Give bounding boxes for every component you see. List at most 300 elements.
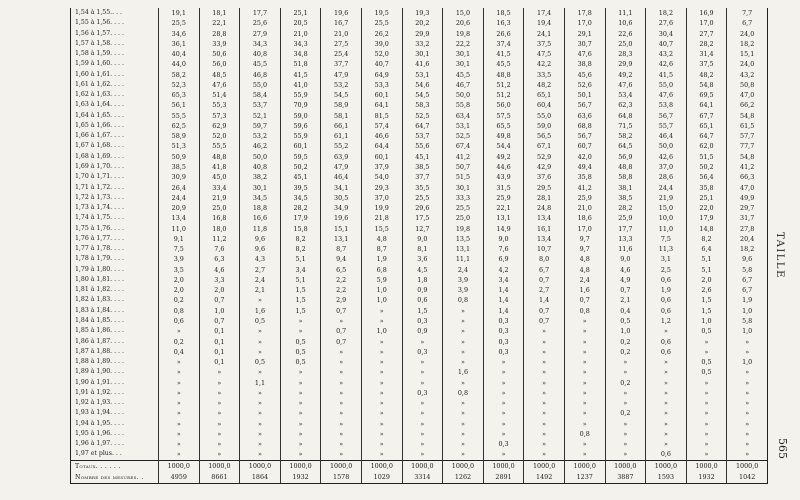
table-cell: 51,5 [443,172,484,182]
table-cell: » [280,326,321,336]
table-cell: 22,1 [199,18,240,28]
table-cell: 20,4 [727,234,768,244]
table-cell: 42,9 [524,162,565,172]
table-cell: 29,5 [524,183,565,193]
table-cell: 1000,0 [240,460,281,472]
table-cell: » [646,408,687,418]
table-cell: 25,5 [361,18,402,28]
table-cell: 43,2 [646,49,687,59]
table-cell: 5,8 [727,265,768,275]
table-cell: 17,5 [402,213,443,223]
table-cell: 27,6 [646,18,687,28]
table-cell: 2,0 [159,285,200,295]
table-cell: 25,6 [240,18,281,28]
table-cell: 18,2 [727,39,768,49]
table-cell: 17,0 [686,18,727,28]
table-row [71,367,768,377]
table-cell: » [524,439,565,449]
table-cell: 64,7 [402,121,443,131]
table-cell: 4,2 [483,265,524,275]
table-cell: » [686,439,727,449]
table-cell: 0,5 [240,316,281,326]
table-cell: 37,0 [646,162,687,172]
table-cell: 63,4 [443,111,484,121]
table-cell: 24,0 [727,59,768,69]
table-row [71,265,768,275]
table-cell: 45,0 [199,172,240,182]
table-cell: 5,1 [280,254,321,264]
table-cell: 55,0 [524,111,565,121]
table-cell: 19,3 [402,8,443,18]
table-cell: 49,2 [483,152,524,162]
table-cell: 6,7 [727,285,768,295]
table-cell: 10,7 [524,244,565,254]
table-cell: 14,9 [483,224,524,234]
table-cell: 47,9 [321,70,362,80]
table-cell: 60,1 [361,90,402,100]
table-row [71,388,768,398]
table-cell: 8,2 [686,234,727,244]
table-cell: 18,0 [199,224,240,234]
table-cell: 1000,0 [159,460,200,472]
table-cell: 1932 [686,472,727,484]
table-row [71,295,768,305]
table-cell: 0,5 [280,357,321,367]
table-cell: » [524,326,565,336]
table-cell: 13,1 [483,213,524,223]
table-cell: 64,1 [361,100,402,110]
table-cell: 41,5 [483,49,524,59]
table-cell: 62,9 [199,121,240,131]
table-cell: 29,9 [605,59,646,69]
table-cell: » [361,306,402,316]
table-cell: 1,0 [605,326,646,336]
table-cell: 47,0 [727,90,768,100]
table-cell: 0,7 [524,306,565,316]
table-cell: 50,8 [727,80,768,90]
table-cell: 55,7 [646,121,687,131]
table-cell: 55,5 [159,111,200,121]
table-cell: 63,9 [321,152,362,162]
table-cell: 1000,0 [402,460,443,472]
table-cell: 17,7 [605,224,646,234]
row-label: 1,75 à 1,76. . . . [75,224,124,232]
table-row [71,285,768,295]
table-cell: 11,3 [646,244,687,254]
table-cell: 16,3 [483,18,524,28]
table-cell: 1,0 [727,326,768,336]
table-cell: 55,0 [240,80,281,90]
table-cell: 2,2 [321,275,362,285]
table-cell: 3887 [605,472,646,484]
table-cell: 4,6 [605,265,646,275]
table-cell: 1000,0 [686,460,727,472]
table-cell: 1,9 [727,295,768,305]
table-cell: 56,7 [564,131,605,141]
table-cell: » [361,316,402,326]
table-cell: 45,1 [402,152,443,162]
table-cell: 1,6 [443,367,484,377]
table-cell: » [240,388,281,398]
table-cell: » [564,439,605,449]
table-cell: » [402,449,443,460]
table-cell: 53,3 [361,80,402,90]
table-cell: » [646,367,687,377]
table-cell: 3314 [402,472,443,484]
table-cell: 37,7 [321,59,362,69]
table-cell: 16,1 [524,224,565,234]
table-cell: 64,8 [605,111,646,121]
table-cell: » [159,449,200,460]
table-cell: 54,0 [361,172,402,182]
table-cell: » [727,347,768,357]
table-cell: 40,7 [646,39,687,49]
table-cell: 1000,0 [605,460,646,472]
table-cell: 0,7 [524,316,565,326]
table-cell: » [564,388,605,398]
table-cell: 9,0 [605,254,646,264]
table-cell: » [686,429,727,439]
table-cell: 1,1 [240,378,281,388]
table-cell: 60,1 [361,152,402,162]
table-cell: » [361,449,402,460]
table-cell: 19,9 [361,203,402,213]
table-cell: 16,8 [199,213,240,223]
table-cell: » [443,378,484,388]
row-label: 1,82 à 1,83. . . . [75,296,124,304]
table-cell: 3,6 [402,254,443,264]
table-cell: 42,0 [564,152,605,162]
table-cell: 41,5 [280,70,321,80]
table-cell: 29,6 [402,203,443,213]
row-label: 1,84 à 1,85. . . . [75,317,124,324]
table-cell: » [524,429,565,439]
table-cell: 50,1 [564,90,605,100]
table-cell: 2,7 [240,265,281,275]
table-cell: 33,9 [199,39,240,49]
table-cell: 66,3 [727,172,768,182]
table-cell: 40,8 [240,162,281,172]
table-cell: 24,0 [727,29,768,39]
table-cell: 56,4 [686,172,727,182]
table-cell: 8661 [199,472,240,484]
table-cell: 43,9 [483,172,524,182]
table-cell: » [605,398,646,408]
table-row [71,29,768,39]
row-label: 1,76 à 1,77. . . . [75,234,124,242]
table-row [71,347,768,357]
table-cell: 53,4 [605,90,646,100]
table-cell: » [727,378,768,388]
table-cell: 7,7 [727,8,768,18]
table-cell: 60,7 [564,141,605,151]
table-cell: 53,8 [646,100,687,110]
table-cell: 64,7 [686,131,727,141]
row-label: 1,86 à 1,87. . . . [75,337,124,345]
row-label: 1,57 à 1,58. . . . [75,39,124,47]
table-cell: 48,8 [199,152,240,162]
table-cell: 10,0 [646,213,687,223]
table-cell: 4,6 [199,265,240,275]
table-cell: 3,5 [159,265,200,275]
table-cell: 13,5 [443,234,484,244]
table-cell: 13,4 [524,234,565,244]
table-cell: 59,7 [240,121,281,131]
table-cell: 25,4 [321,49,362,59]
table-cell: 40,7 [361,59,402,69]
table-cell: » [159,398,200,408]
table-cell: 13,4 [524,213,565,223]
row-label: 1,93 à 1,94. . . . [75,409,124,417]
totals-row [71,460,768,472]
table-cell: 52,3 [159,80,200,90]
table-row [71,326,768,336]
table-cell: » [443,429,484,439]
table-cell: 58,2 [159,70,200,80]
table-row [71,306,768,316]
table-row [71,39,768,49]
table-cell: » [159,429,200,439]
table-cell: 19,1 [159,8,200,18]
table-cell: 0,7 [321,306,362,316]
table-cell: » [402,378,443,388]
table-cell: 52,9 [524,152,565,162]
table-cell: 67,7 [686,111,727,121]
table-cell: 48,2 [686,70,727,80]
table-cell: 25,5 [443,203,484,213]
table-cell: 54,5 [321,90,362,100]
table-cell: » [361,429,402,439]
table-cell: 11,2 [199,234,240,244]
table-cell: 0,6 [646,449,687,460]
table-cell: 0,5 [280,337,321,347]
table-cell: 56,7 [646,111,687,121]
table-cell: 5,8 [727,316,768,326]
table-cell: » [361,419,402,429]
table-cell: 0,6 [646,337,687,347]
table-cell: 0,7 [321,326,362,336]
table-cell: 55,9 [280,131,321,141]
table-cell: 27,8 [727,224,768,234]
table-cell: » [159,367,200,377]
table-cell: 2,0 [686,275,727,285]
row-label: 1,95 à 1,96. . . . [75,429,124,437]
table-cell: 63,6 [564,111,605,121]
table-cell: 9,6 [240,244,281,254]
table-cell: » [564,419,605,429]
row-label: 1,83 à 1,84. . . . [75,306,124,314]
table-cell: » [686,408,727,418]
table-cell: » [483,398,524,408]
table-cell: 4,8 [361,234,402,244]
table-cell: 0,9 [402,326,443,336]
table-cell: 31,5 [483,183,524,193]
table-cell: 25,1 [686,193,727,203]
table-cell: 1000,0 [646,460,687,472]
table-cell: 55,3 [199,100,240,110]
table-cell: 34,3 [280,39,321,49]
table-cell: 1,4 [483,306,524,316]
table-cell: » [727,408,768,418]
table-cell: » [564,408,605,418]
table-cell: 62,0 [686,141,727,151]
table-cell: 8,1 [402,244,443,254]
table-cell: 64,9 [361,70,402,80]
table-cell: » [483,378,524,388]
height-distribution-table [70,8,768,484]
table-cell: 22,6 [605,29,646,39]
table-cell: » [564,378,605,388]
table-cell: 60,4 [524,100,565,110]
table-cell: 53,2 [240,131,281,141]
table-cell: 15,8 [280,224,321,234]
table-row [71,224,768,234]
table-cell: 1,4 [524,295,565,305]
table-cell: 46,8 [240,70,281,80]
table-cell: » [321,357,362,367]
table-cell: 54,4 [483,141,524,151]
table-cell: 1,6 [240,306,281,316]
table-cell: 6,7 [727,18,768,28]
table-cell: 39,0 [361,39,402,49]
table-row [71,131,768,141]
table-cell: 68,8 [564,121,605,131]
table-cell: 34,8 [280,49,321,59]
table-cell: » [240,398,281,408]
table-row [71,59,768,69]
row-label: 1,63 à 1,64. . . . [75,101,124,109]
table-cell: 25,1 [280,8,321,18]
table-cell: » [159,378,200,388]
table-cell: 38,1 [605,183,646,193]
table-cell: » [564,347,605,357]
row-label: 1,97 et plus. . . [75,450,122,458]
row-label: 1,94 à 1,95. . . . [75,419,124,427]
table-cell: 1,0 [361,285,402,295]
table-cell: » [646,378,687,388]
table-cell: 34,6 [159,29,200,39]
table-cell: 1864 [240,472,281,484]
table-cell: 37,6 [524,172,565,182]
table-cell: 4,5 [402,265,443,275]
table-cell: 1000,0 [483,460,524,472]
table-cell: 0,2 [159,337,200,347]
table-cell: » [280,398,321,408]
row-label: 1,73 à 1,74. . . . [75,204,124,212]
row-label: 1,91 à 1,92. . . . [75,388,124,396]
table-row [71,275,768,285]
table-cell: 46,2 [240,141,281,151]
table-cell: 3,9 [159,254,200,264]
table-cell: » [443,326,484,336]
table-cell: 53,1 [443,121,484,131]
table-cell: 56,7 [564,100,605,110]
table-cell: 15,5 [361,224,402,234]
table-cell: 21,0 [321,29,362,39]
table-cell: 19,6 [321,8,362,18]
table-cell: 7,6 [483,244,524,254]
table-cell: 10,6 [605,18,646,28]
table-cell: 24,8 [524,203,565,213]
table-row [71,449,768,460]
table-cell: » [402,337,443,347]
table-cell: » [361,388,402,398]
table-cell: 47,6 [199,80,240,90]
table-cell: 15,0 [443,8,484,18]
table-cell: 1578 [321,472,362,484]
page-number: 565 [776,438,789,459]
table-cell: » [443,306,484,316]
table-cell: 0,5 [686,357,727,367]
table-cell: 44,0 [159,59,200,69]
table-cell: » [159,419,200,429]
table-cell: 51,4 [199,90,240,100]
table-cell: 38,5 [605,193,646,203]
table-cell: 6,3 [199,254,240,264]
table-cell: 6,8 [361,265,402,275]
table-cell: » [605,367,646,377]
row-label: 1,67 à 1,68. . . . [75,142,124,150]
table-cell: » [240,439,281,449]
table-cell: 28,2 [686,39,727,49]
table-cell: 31,7 [727,213,768,223]
row-label: 1,64 à 1,65. . . . [75,111,124,119]
table-cell: 11,8 [240,224,281,234]
table-cell: 41,8 [199,162,240,172]
table-cell: 0,6 [646,306,687,316]
row-label: 1,62 à 1,63. . . . [75,91,124,99]
table-row [71,429,768,439]
table-row [71,408,768,418]
row-label: 1,61 à 1,62. . . . [75,80,124,88]
table-cell: 29,3 [361,183,402,193]
table-cell: » [280,378,321,388]
table-cell: 25,5 [159,18,200,28]
table-cell: 62,5 [159,121,200,131]
table-cell: 33,5 [524,70,565,80]
table-cell: 47,6 [564,49,605,59]
table-cell: 25,0 [605,39,646,49]
table-cell: 28,3 [605,49,646,59]
table-cell: 1932 [280,472,321,484]
table-cell: » [361,347,402,357]
table-row [71,90,768,100]
table-cell: » [321,347,362,357]
table-cell: 0,5 [280,347,321,357]
table-cell: » [686,398,727,408]
table-cell: 21,9 [646,193,687,203]
table-cell: 0,3 [402,388,443,398]
table-cell: 50,2 [686,162,727,172]
table-cell: 48,8 [483,70,524,80]
table-cell: 3,4 [280,265,321,275]
table-cell: 58,9 [159,131,200,141]
table-cell: 52,0 [361,49,402,59]
table-cell: » [646,398,687,408]
table-cell: 21,0 [280,29,321,39]
table-cell: 1,5 [280,306,321,316]
table-cell: 0,1 [199,347,240,357]
table-cell: » [361,439,402,449]
table-cell: 17,7 [240,8,281,18]
table-cell: 4,8 [564,265,605,275]
table-cell: 3,4 [483,275,524,285]
table-cell: 6,7 [727,275,768,285]
table-cell: » [646,419,687,429]
table-cell: » [524,378,565,388]
table-cell: 21,8 [361,213,402,223]
table-cell: 6,7 [524,265,565,275]
